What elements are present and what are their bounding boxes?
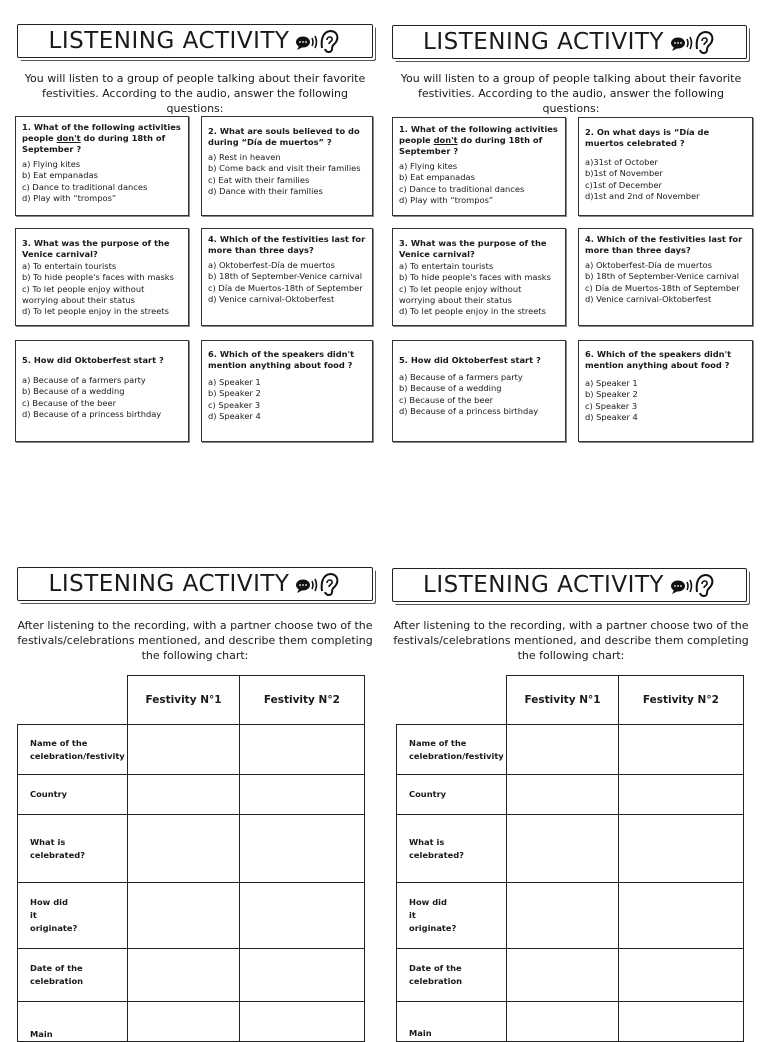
chart-cell[interactable] [507, 1002, 618, 1042]
option-a: a) Because of a farmers party [22, 375, 146, 385]
option-a: a) To entertain tourists [22, 261, 117, 271]
option-d: d) Because of a princess birthday [399, 405, 539, 416]
chart-cell[interactable] [128, 815, 239, 883]
option-d: d) Dance with their families [208, 185, 323, 196]
option-a: a) Speaker 1 [585, 378, 638, 388]
option-b: b) To hide people's faces with masks [399, 272, 551, 283]
intro-text: You will listen to a group of people talking about their favorite festivities. According to the audio, answer the following questions: [24, 72, 366, 115]
chart-cell[interactable] [618, 725, 743, 775]
festivity-chart [17, 675, 365, 1042]
row-label: Date of the celebration [18, 949, 128, 1002]
option-d: d) To let people enjoy in the streets [399, 306, 546, 317]
chart-corner [18, 676, 128, 725]
option-b: b) Speaker 2 [208, 388, 261, 399]
question-title: 3. What was the purpose of the Venice carnival? [399, 238, 547, 259]
chart-cell[interactable] [128, 775, 239, 815]
row-label: What is celebrated? [397, 815, 507, 883]
question-box-1 [392, 117, 566, 216]
option-c: c) To let people enjoy without worrying about their status [399, 283, 522, 305]
question-title: 1. What of the following activities people don't do during 18th of September ? [22, 122, 181, 154]
question-box-3 [392, 228, 566, 326]
question-title: 6. Which of the speakers didn't mention anything about food ? [208, 349, 355, 370]
question-box-5 [392, 340, 566, 442]
row-label: How did it originate? [397, 883, 507, 949]
option-d: d) Venice carnival-Oktoberfest [585, 293, 712, 304]
chart-cell[interactable] [128, 949, 239, 1002]
title-banner [17, 567, 373, 601]
question-box-4 [578, 228, 753, 326]
option-c: c) Dance to traditional dances [22, 181, 148, 192]
option-a: a) Oktoberfest-Día de muertos [208, 260, 335, 270]
chart-cell[interactable] [507, 775, 618, 815]
option-c: c) Because of the beer [22, 397, 116, 408]
option-b: b) Eat empanadas [22, 170, 98, 181]
row-label: Name of the celebration/festivity [397, 725, 507, 775]
question-box-2 [578, 117, 753, 216]
question-title: 2. On what days is “Día de muertos celebrated ? [585, 127, 710, 148]
question-box-4 [201, 228, 373, 326]
option-d: d) Because of a princess birthday [22, 408, 162, 419]
question-box-3 [15, 228, 189, 326]
option-d: d)1st and 2nd of November [585, 190, 700, 201]
option-c: c) Speaker 3 [208, 399, 261, 410]
question-title: 3. What was the purpose of the Venice carnival? [22, 238, 170, 259]
option-b: b) To hide people's faces with masks [22, 272, 174, 283]
ear-icon [295, 28, 341, 54]
chart-cell[interactable] [239, 775, 364, 815]
row-label: Main [397, 1002, 507, 1042]
question-box-6 [578, 340, 753, 442]
question-title: 5. How did Oktoberfest start ? [22, 355, 164, 365]
option-d: d) Speaker 4 [585, 411, 638, 422]
option-c: c) Eat with their families [208, 174, 310, 185]
question-box-5 [15, 340, 189, 442]
page-title: LISTENING ACTIVITY [48, 28, 290, 54]
option-c: c) Dance to traditional dances [399, 183, 525, 194]
question-box-1 [15, 116, 189, 216]
option-c: c) To let people enjoy without worrying about their status [22, 283, 145, 305]
title-banner [17, 24, 373, 58]
option-c: c) Speaker 3 [585, 400, 638, 411]
chart-cell[interactable] [239, 815, 364, 883]
page-title: LISTENING ACTIVITY [48, 571, 290, 597]
option-b: b) Eat empanadas [399, 172, 475, 183]
chart-cell[interactable] [239, 949, 364, 1002]
option-c: c) Día de Muertos-18th of September [585, 282, 740, 293]
chart-cell[interactable] [618, 883, 743, 949]
option-d: d) Play with “trompos” [22, 192, 117, 203]
option-c: c)1st of December [585, 179, 662, 190]
festivity-chart [396, 675, 744, 1042]
chart-cell[interactable] [128, 725, 239, 775]
ear-icon [670, 29, 716, 55]
question-title: 2. What are souls believed to do during “Día de muertos” ? [208, 126, 360, 147]
chart-corner [397, 676, 507, 725]
chart-cell[interactable] [128, 883, 239, 949]
option-d: d) Venice carnival-Oktoberfest [208, 293, 335, 304]
row-label: What is celebrated? [18, 815, 128, 883]
intro-text: After listening to the recording, with a partner choose two of the festivals/celebrations mentioned, and describe them completing the following chart: [393, 619, 749, 662]
chart-cell[interactable] [507, 725, 618, 775]
question-title: 4. Which of the festivities last for more than three days? [585, 234, 743, 255]
ear-icon [670, 572, 716, 598]
chart-cell[interactable] [239, 1002, 364, 1042]
intro-text: After listening to the recording, with a partner choose two of the festivals/celebrations mentioned, and describe them completing the following chart: [17, 619, 373, 662]
option-b: b)1st of November [585, 168, 663, 179]
chart-cell[interactable] [507, 883, 618, 949]
intro-text: You will listen to a group of people talking about their favorite festivities. According to the audio, answer the following questions: [400, 72, 742, 115]
option-a: a) Because of a farmers party [399, 372, 523, 382]
chart-cell[interactable] [618, 1002, 743, 1042]
title-banner [392, 568, 747, 602]
ear-icon [295, 571, 341, 597]
chart-cell[interactable] [239, 883, 364, 949]
column-header-festivity-1: Festivity N°1 [507, 676, 618, 725]
option-d: d) Play with “trompos” [399, 194, 494, 205]
option-b: b) 18th of September-Venice carnival [585, 271, 740, 282]
chart-cell[interactable] [618, 949, 743, 1002]
option-b: b) Because of a wedding [399, 383, 502, 394]
column-header-festivity-2: Festivity N°2 [618, 676, 743, 725]
chart-cell[interactable] [507, 815, 618, 883]
option-a: a)31st of October [585, 157, 658, 167]
column-header-festivity-2: Festivity N°2 [239, 676, 364, 725]
option-c: c) Día de Muertos-18th of September [208, 282, 363, 293]
question-title: 4. Which of the festivities last for more than three days? [208, 234, 366, 255]
option-d: d) Speaker 4 [208, 410, 261, 421]
question-box-6 [201, 340, 373, 442]
option-b: b) Come back and visit their families [208, 163, 361, 174]
listening-icon-group [670, 29, 716, 55]
option-a: a) Oktoberfest-Día de muertos [585, 260, 712, 270]
question-box-2 [201, 116, 373, 216]
column-header-festivity-1: Festivity N°1 [128, 676, 239, 725]
option-b: b) Speaker 2 [585, 389, 638, 400]
chart-cell[interactable] [507, 949, 618, 1002]
row-label: Main [18, 1002, 128, 1042]
option-c: c) Because of the beer [399, 394, 493, 405]
question-title: 5. How did Oktoberfest start ? [399, 355, 541, 365]
option-b: b) 18th of September-Venice carnival [208, 271, 363, 282]
question-title: 6. Which of the speakers didn't mention anything about food ? [585, 349, 732, 370]
option-a: a) Rest in heaven [208, 152, 281, 162]
chart-cell[interactable] [618, 775, 743, 815]
option-a: a) Speaker 1 [208, 377, 261, 387]
option-a: a) To entertain tourists [399, 261, 494, 271]
row-label: Date of the celebration [397, 949, 507, 1002]
listening-icon-group [295, 28, 341, 54]
row-label: Country [397, 775, 507, 815]
question-title: 1. What of the following activities people don't do during 18th of September ? [399, 124, 558, 156]
title-banner [392, 25, 747, 59]
listening-icon-group [670, 572, 716, 598]
option-b: b) Because of a wedding [22, 386, 125, 397]
option-d: d) To let people enjoy in the streets [22, 306, 169, 317]
chart-cell[interactable] [239, 725, 364, 775]
row-label: Name of the celebration/festivity [18, 725, 128, 775]
chart-cell[interactable] [618, 815, 743, 883]
page-title: LISTENING ACTIVITY [423, 29, 664, 55]
chart-cell[interactable] [128, 1002, 239, 1042]
row-label: Country [18, 775, 128, 815]
page-title: LISTENING ACTIVITY [423, 572, 664, 598]
listening-icon-group [295, 571, 341, 597]
row-label: How did it originate? [18, 883, 128, 949]
option-a: a) Flying kites [22, 159, 81, 169]
option-a: a) Flying kites [399, 161, 458, 171]
